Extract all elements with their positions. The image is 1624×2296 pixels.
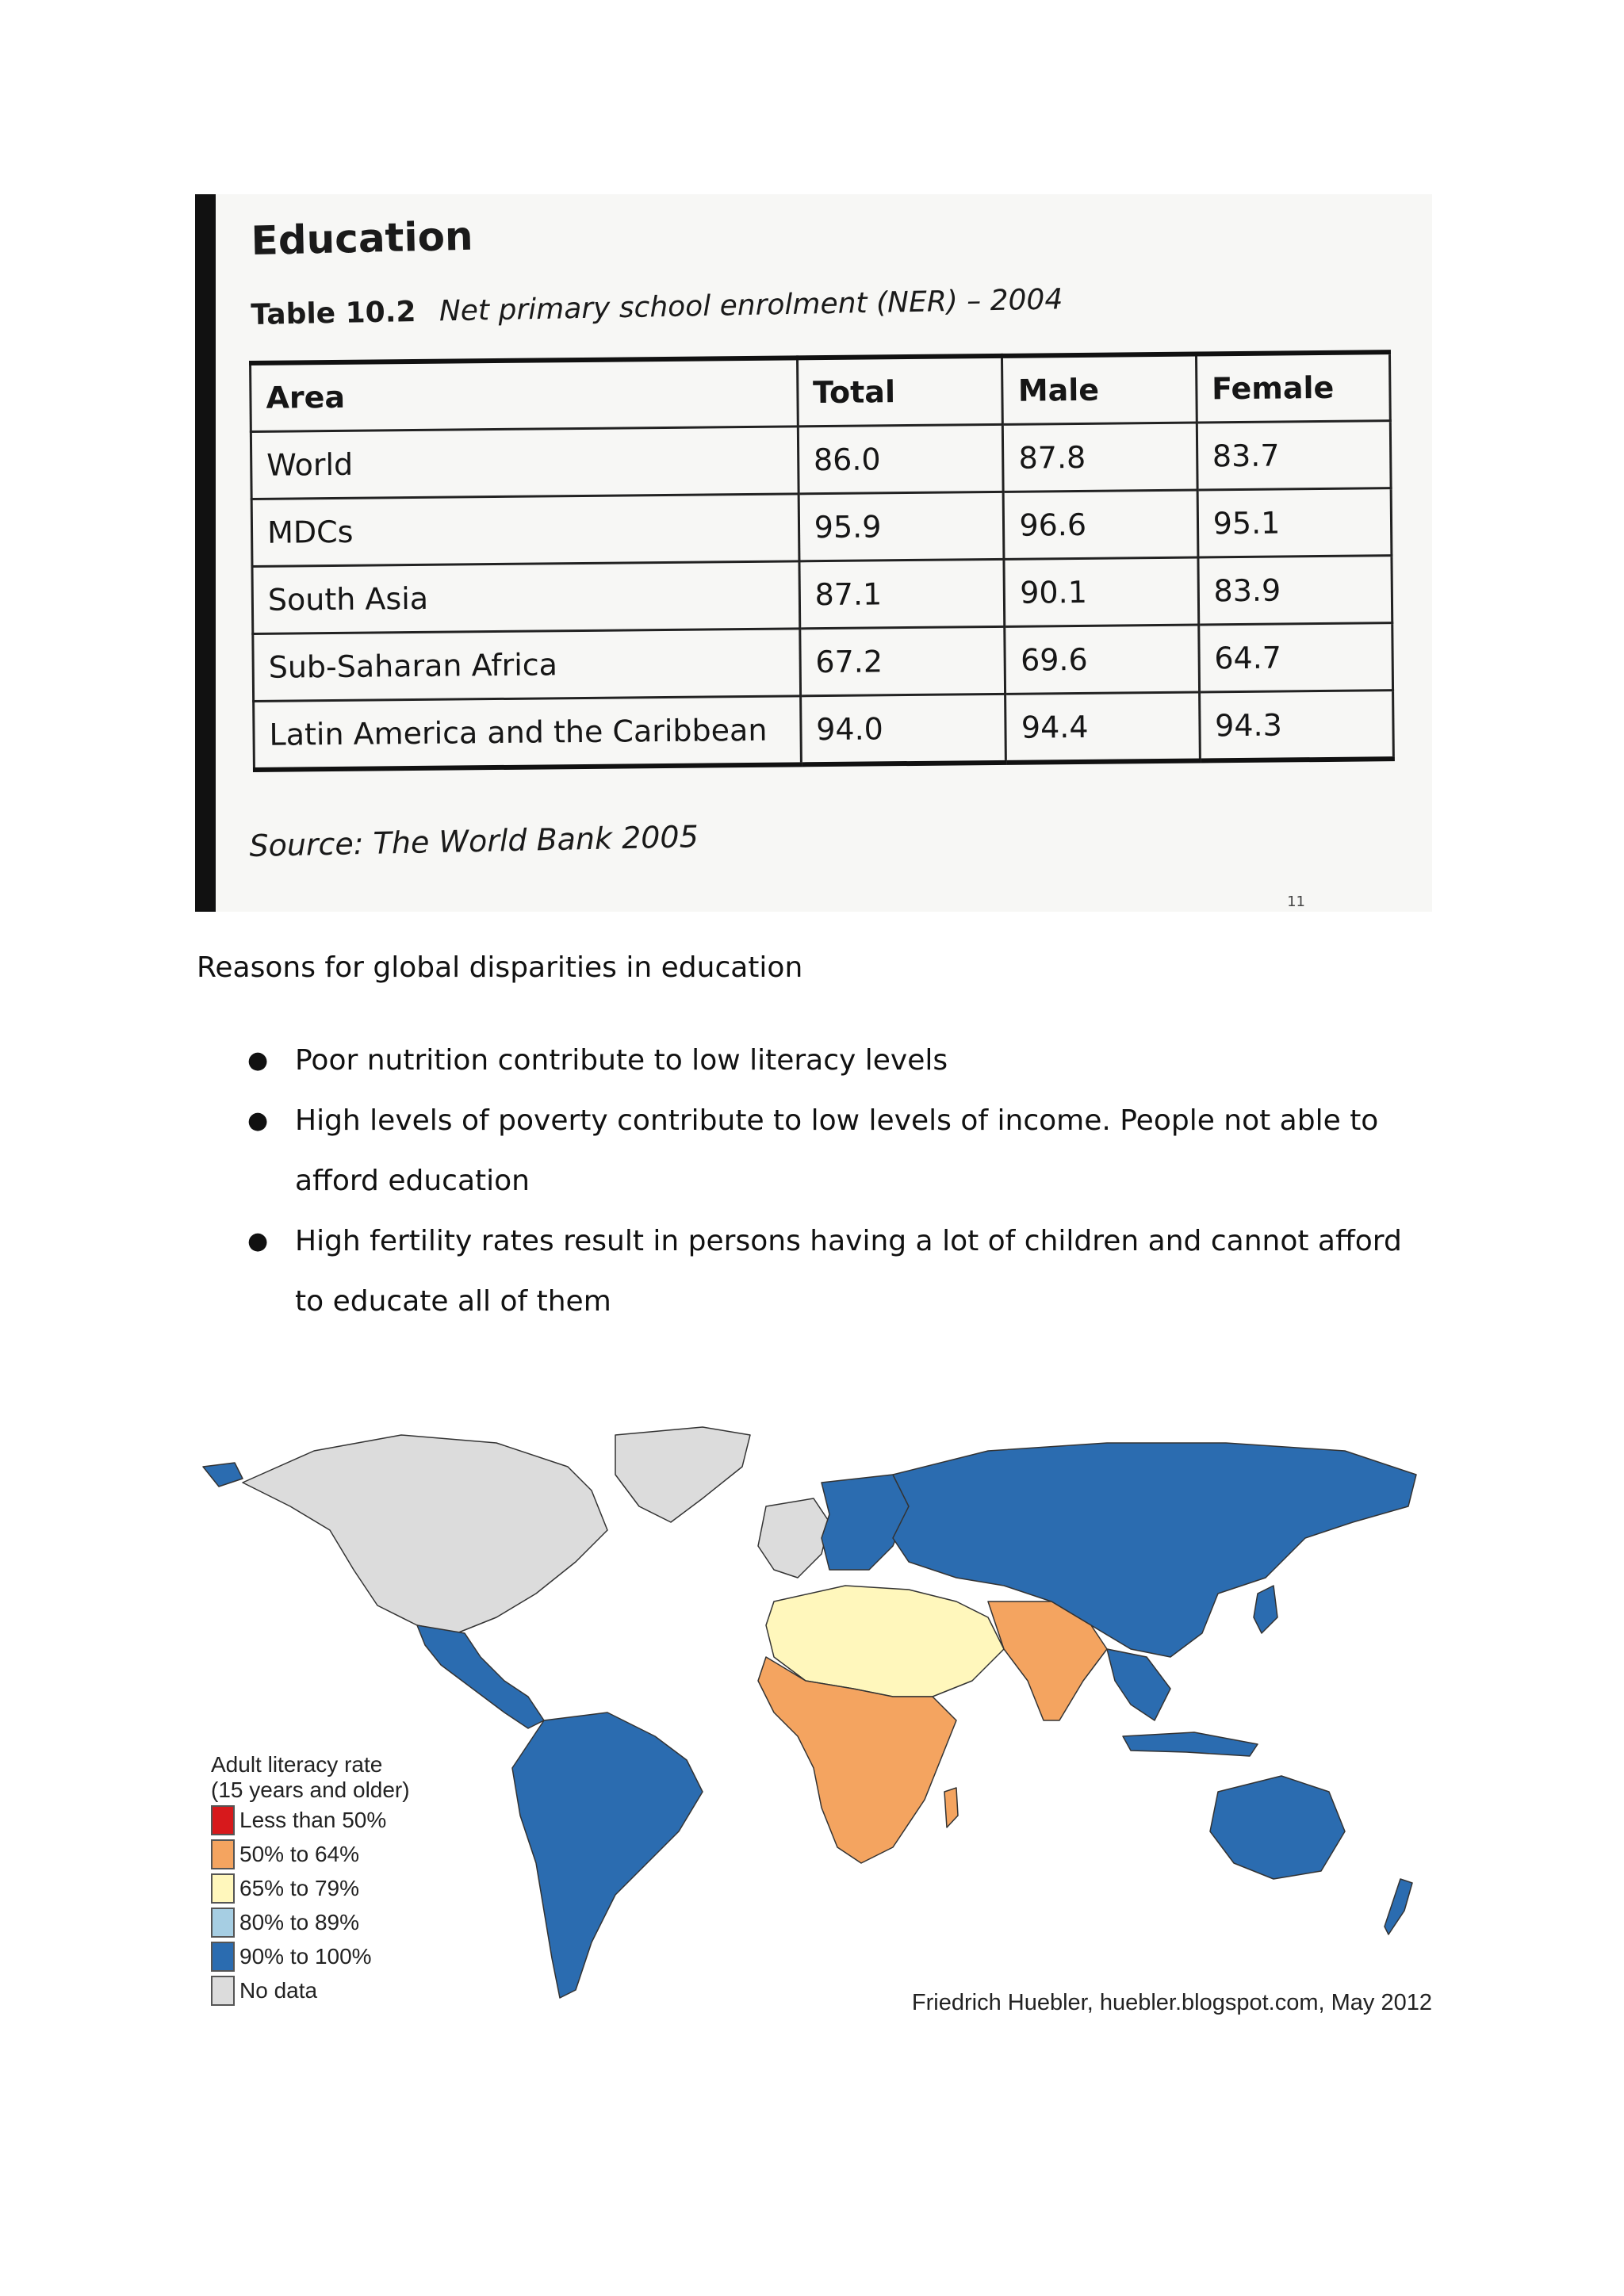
table-header-row <box>251 352 1391 431</box>
cell-male: 69.6 <box>1005 625 1199 694</box>
enrolment-table <box>249 350 1395 772</box>
scan-heading: Education <box>251 212 474 264</box>
textbook-scan-photo <box>195 194 1432 912</box>
bullet-icon: ● <box>247 1047 269 1074</box>
cell-male: 94.4 <box>1005 692 1200 763</box>
column-header-female: Female <box>1196 352 1390 423</box>
cell-female: 64.7 <box>1198 623 1392 692</box>
bullet-icon: ● <box>247 1227 269 1255</box>
list-item <box>197 1091 1434 1211</box>
legend-swatch <box>211 1908 235 1938</box>
column-header-area: Area <box>251 358 799 431</box>
map-region-madagascar <box>944 1788 958 1827</box>
cell-female: 94.3 <box>1199 691 1393 761</box>
map-legend <box>211 1752 410 2007</box>
cell-total: 67.2 <box>800 626 1005 695</box>
legend-item <box>211 1871 410 1905</box>
cell-area: World <box>251 427 799 499</box>
legend-label: 50% to 64% <box>239 1841 359 1866</box>
list-item <box>197 1031 1434 1091</box>
scan-binding-shadow <box>195 194 216 912</box>
cell-female: 95.1 <box>1197 488 1392 557</box>
table-caption-text: Net primary school enrolment (NER) – 2004 <box>439 283 1063 328</box>
legend-swatch <box>211 1942 235 1972</box>
cell-total: 87.1 <box>799 559 1005 628</box>
legend-label: No data <box>239 1977 318 2003</box>
legend-swatch <box>211 1873 235 1904</box>
reasons-heading: Reasons for global disparities in education <box>197 951 803 984</box>
map-region-eastern-europe <box>822 1475 909 1570</box>
map-region-australia <box>1210 1776 1345 1879</box>
scan-page-number: 11 <box>1287 894 1305 910</box>
map-region-central-america <box>417 1625 544 1728</box>
map-region-south-america <box>512 1712 703 1998</box>
legend-item <box>211 1905 410 1939</box>
map-credit: Friedrich Huebler, huebler.blogspot.com, May 2012 <box>911 1990 1432 2015</box>
table-row <box>254 691 1394 770</box>
table-row <box>253 623 1393 702</box>
enrolment-table-wrap <box>249 350 1395 772</box>
table-row <box>251 488 1392 567</box>
table-row <box>252 556 1392 634</box>
bullet-icon: ● <box>247 1107 269 1135</box>
legend-label: 65% to 79% <box>239 1875 359 1900</box>
table-caption-number: Table 10.2 <box>251 296 416 331</box>
map-region-arctic-islands <box>203 1463 243 1487</box>
map-region-southeast-asia <box>1107 1649 1170 1720</box>
cell-female: 83.9 <box>1198 556 1392 625</box>
list-item-text: High fertility rates result in persons having a lot of children and cannot afford to educate all of them <box>295 1225 1402 1318</box>
list-item-text: High levels of poverty contribute to low levels of income. People not able to afford education <box>295 1104 1379 1197</box>
legend-label: Less than 50% <box>239 1807 387 1832</box>
cell-male: 96.6 <box>1004 490 1198 559</box>
cell-total: 94.0 <box>800 694 1005 764</box>
map-region-japan <box>1254 1586 1277 1633</box>
cell-male: 90.1 <box>1004 557 1198 626</box>
literacy-world-map <box>195 1419 1432 2030</box>
map-region-indonesia <box>1123 1732 1258 1756</box>
legend-subtitle: (15 years and older) <box>211 1777 410 1802</box>
map-region-new-zealand <box>1385 1879 1412 1934</box>
list-item-text: Poor nutrition contribute to low literacy levels <box>295 1044 948 1077</box>
legend-swatch <box>211 1839 235 1869</box>
cell-area: Sub-Saharan Africa <box>253 629 801 702</box>
legend-title: Adult literacy rate <box>211 1752 383 1777</box>
cell-total: 95.9 <box>799 492 1004 561</box>
table-caption <box>251 283 1063 331</box>
reasons-list <box>197 1031 1434 1332</box>
list-item <box>197 1211 1434 1332</box>
legend-label: 90% to 100% <box>239 1943 372 1969</box>
legend-label: 80% to 89% <box>239 1909 359 1934</box>
cell-area: MDCs <box>251 494 799 567</box>
legend-item <box>211 1837 410 1871</box>
cell-female: 83.7 <box>1197 421 1391 490</box>
column-header-total: Total <box>797 356 1002 427</box>
cell-total: 86.0 <box>798 424 1003 493</box>
map-region-western-europe <box>758 1498 829 1578</box>
legend-item <box>211 1803 410 1837</box>
legend-item <box>211 1939 410 1973</box>
map-region-north-america <box>243 1435 607 1633</box>
cell-area: South Asia <box>252 561 800 634</box>
column-header-male: Male <box>1002 354 1197 425</box>
table-row <box>251 421 1391 499</box>
legend-swatch <box>211 1976 235 2006</box>
map-region-greenland <box>615 1427 750 1522</box>
legend-item <box>211 1973 410 2007</box>
table-source: Source: The World Bank 2005 <box>249 819 699 863</box>
cell-area: Latin America and the Caribbean <box>254 696 802 770</box>
legend-swatch <box>211 1805 235 1835</box>
cell-male: 87.8 <box>1003 423 1197 492</box>
